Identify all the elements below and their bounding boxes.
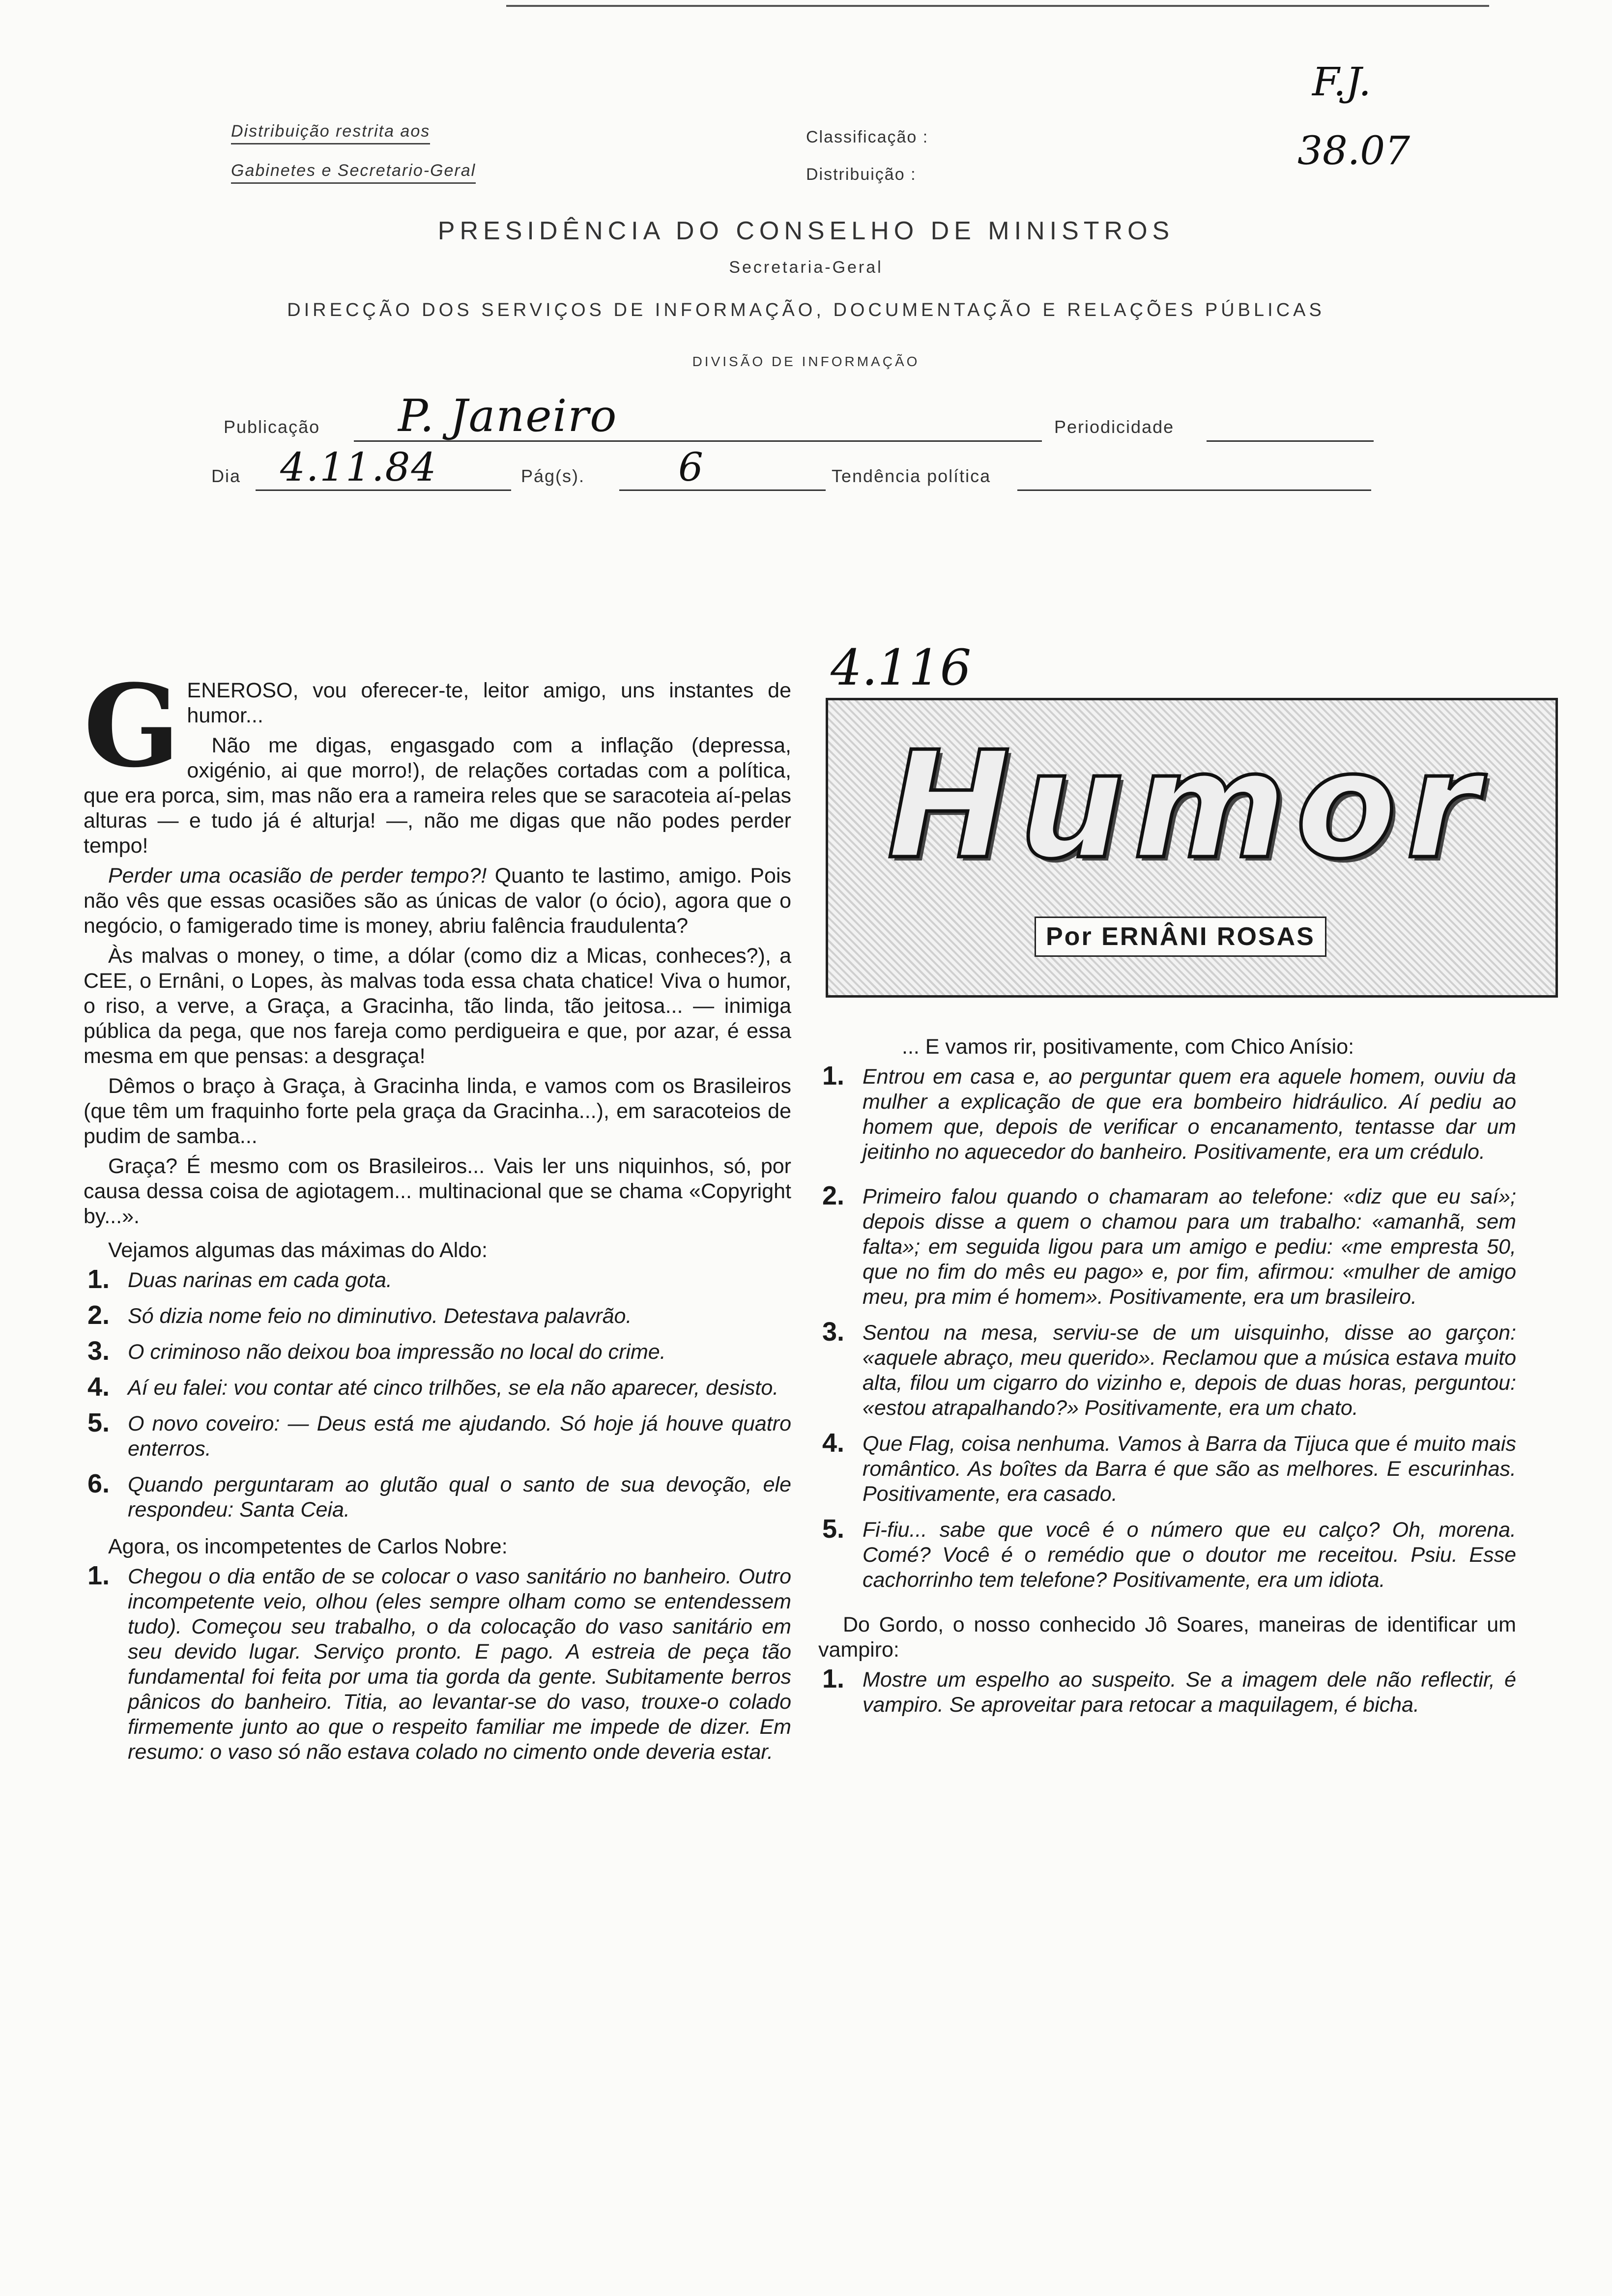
item-text: Duas narinas em cada gota.	[128, 1268, 392, 1292]
list-item	[818, 1514, 1516, 1593]
item-text: O criminoso não deixou boa impressão no local do crime.	[128, 1340, 666, 1364]
drop-cap: G	[84, 660, 180, 793]
list-item	[84, 1372, 791, 1402]
article-paragraph-2: Não me digas, engasgado com a inflação (depressa, oxigénio, ai que morro!), de relações cortadas com a política, que era porca, sim, mas não era a rameira reles que se saracoteia aí-pelas alturas — e tudo já é alturja! —, não me digas que não podes perder tempo!	[84, 734, 791, 858]
list-item	[84, 1408, 791, 1462]
pages-field	[619, 444, 826, 491]
list-item	[818, 1428, 1516, 1507]
article-paragraph-3-italic: Perder uma ocasião de perder tempo?!	[108, 864, 487, 888]
tendency-field	[1017, 462, 1371, 491]
list-item	[84, 1336, 791, 1366]
item-number: 4.	[87, 1372, 110, 1402]
item-number: 5.	[87, 1408, 110, 1437]
periodicity-field	[1207, 413, 1374, 442]
tendency-label: Tendência política	[832, 466, 991, 486]
item-number: 1.	[822, 1664, 845, 1693]
aldo-list	[84, 1264, 791, 1522]
banner-title: Humor	[887, 720, 1488, 891]
list-item	[84, 1469, 791, 1522]
day-row	[211, 442, 1371, 496]
org-title: PRESIDÊNCIA DO CONSELHO DE MINISTROS	[437, 217, 1175, 245]
list-item	[84, 1300, 791, 1330]
article-paragraph-1: ENEROSO, vou oferecer-te, leitor amigo, uns instantes de humor...	[187, 679, 791, 727]
item-number: 1.	[87, 1264, 110, 1294]
item-number: 2.	[87, 1300, 110, 1330]
item-text: Só dizia nome feio no diminutivo. Detestava palavrão.	[128, 1304, 632, 1328]
periodicity-label: Periodicidade	[1054, 417, 1175, 437]
item-number: 6.	[87, 1469, 110, 1498]
restricted-line-2: Gabinetes e Secretario-Geral	[231, 161, 476, 184]
chico-list	[818, 1061, 1516, 1593]
article-left-column	[84, 660, 791, 1777]
direction-title: DIRECÇÃO DOS SERVIÇOS DE INFORMAÇÃO, DOCUMENTAÇÃO E RELAÇÕES PÚBLICAS	[287, 300, 1325, 320]
handwritten-corner-note-1: F.J.	[1312, 59, 1371, 105]
publication-field	[354, 390, 1042, 442]
carlos-intro: Agora, os incompetentes de Carlos Nobre:	[108, 1535, 508, 1558]
publication-label: Publicação	[224, 417, 320, 437]
pages-value: 6	[678, 444, 704, 490]
publication-row	[224, 390, 1374, 447]
jo-intro: Do Gordo, o nosso conhecido Jô Soares, maneiras de identificar um vampiro:	[818, 1613, 1516, 1662]
item-text: Fi-fiu... sabe que você é o número que eu calço? Oh, morena. Comé? Você é o remédio que o doutor me receitou. Psiu. Esse cachorrinho tem telefone? Positivamente, era um idiota.	[863, 1518, 1516, 1592]
classification-label: Classificação :	[806, 128, 929, 146]
article-paragraph-3-text: Quanto te lastimo, amigo. Pois não vês que essas ocasiões são as únicas de valor (o ócio), agora que o negócio, o famigerado time is money, abriu falência fraudulenta?	[84, 864, 791, 938]
list-item	[818, 1664, 1516, 1718]
article-paragraph-3	[84, 863, 791, 939]
item-text: Que Flag, coisa nenhuma. Vamos à Barra da Tijuca que é muito mais romântico. As boîtes da Barra é que são as melhores. E escurinhas. Positivamente, era casado.	[863, 1432, 1516, 1506]
article-paragraph-6: Graça? É mesmo com os Brasileiros... Vais ler uns niquinhos, só, por causa dessa coisa de agiotagem... multinacional que se chama «Copyright by...».	[84, 1154, 791, 1228]
jo-list	[818, 1664, 1516, 1718]
item-text: Chegou o dia então de se colocar o vaso sanitário no banheiro. Outro incompetente veio, olhou (eles sempre olham como se entendessem tudo). Começou seu trabalho, o da colocação do vaso sanitário em seu devido lugar. Serviço pronto. E pago. A estreia de peça tão fundamental foi feita por uma tia gorda da gente. Subitamente berros pânicos do banheiro. Titia, ao levantar-se do vaso, trouxe-o colado firmemente junto ao que o respeito familiar me impede de dizer. Em resumo: o vaso só não estava colado no cimento onde deveria estar.	[128, 1565, 791, 1764]
list-item	[84, 1561, 791, 1765]
list-item	[818, 1317, 1516, 1421]
humor-banner	[826, 698, 1558, 998]
item-text: Sentou na mesa, serviu-se de um uisquinho, disse ao garçon: «aquele abraço, meu querido». Reclamou que a música estava muito alta, filou um cigarro do vizinho e, depois de duas horas, perguntou: «estou atrapalhando?» Positivamente, era um chato.	[863, 1321, 1516, 1420]
item-text: Mostre um espelho ao suspeito. Se a imagem dele não reflectir, é vampiro. Se aproveitar para retocar a maquilagem, é bicha.	[863, 1668, 1516, 1717]
distribution-label: Distribuição :	[806, 165, 917, 184]
chico-intro: ... E vamos rir, positivamente, com Chico Anísio:	[902, 1035, 1354, 1059]
item-number: 1.	[822, 1061, 845, 1091]
article-paragraph-5: Dêmos o braço à Graça, à Gracinha linda, e vamos com os Brasileiros (que têm um fraquinho forte pela graça da Gracinha...), em saracoteios de pudim de samba...	[84, 1074, 791, 1148]
item-text: O novo coveiro: — Deus está me ajudando. Só hoje já houve quatro enterros.	[128, 1412, 791, 1461]
day-label: Dia	[211, 466, 241, 486]
item-text: Aí eu falei: vou contar até cinco trilhões, se ela não aparecer, desisto.	[128, 1376, 779, 1400]
top-rule	[506, 5, 1489, 7]
item-number: 4.	[822, 1428, 845, 1458]
list-item	[84, 1264, 791, 1294]
publication-value: P. Janeiro	[398, 390, 618, 442]
item-text: Quando perguntaram ao glutão qual o santo de sua devoção, ele respondeu: Santa Ceia.	[128, 1473, 791, 1521]
carlos-list	[84, 1561, 791, 1765]
secretariat: Secretaria-Geral	[729, 258, 883, 277]
item-number: 3.	[822, 1317, 845, 1347]
item-number: 2.	[822, 1181, 845, 1210]
handwritten-corner-note-2: 38.07	[1297, 128, 1410, 173]
restricted-line-1: Distribuição restrita aos	[231, 122, 430, 144]
item-text: Primeiro falou quando o chamaram ao telefone: «diz que eu saí»; depois disse a quem o chamou para um trabalho: «amanhã, sem falta»; em seguida ligou para um amigo e pediu: «me empresta 50, que no fim do mês eu pago» e, por fim, afirmou: «mulher de amigo meu, pra mim é homem». Positivamente, era um brasileiro.	[863, 1185, 1516, 1309]
pages-label: Pág(s).	[521, 466, 585, 486]
article-right-column	[818, 1034, 1516, 1729]
day-field	[256, 444, 511, 491]
article-paragraph-4: Às malvas o money, o time, a dólar (como diz a Micas, conheces?), a CEE, o Ernâni, o Lopes, às malvas toda essa chata chatice! Viva o humor, o riso, a verve, a Graça, a Gracinha, tão linda, tão jeitosa... — inimiga pública da pega, que nos fareja como perdigueira e que, por azar, é essa mesma em que pensas: a desgraça!	[84, 944, 791, 1068]
list-item	[818, 1061, 1516, 1165]
division-title: DIVISÃO DE INFORMAÇÃO	[692, 354, 920, 369]
item-number: 3.	[87, 1336, 110, 1366]
aldo-intro: Vejamos algumas das máximas do Aldo:	[108, 1238, 488, 1262]
item-text: Entrou em casa e, ao perguntar quem era aquele homem, ouviu da mulher a explicação de que era bombeiro hidráulico. Aí pediu ao homem que, depois de verificar o encanamento, tentasse dar um jeitinho no aquecedor do banheiro. Positivamente, era um crédulo.	[863, 1065, 1516, 1164]
list-item	[818, 1181, 1516, 1310]
item-number: 5.	[822, 1514, 845, 1544]
banner-byline: Por ERNÂNI ROSAS	[1035, 917, 1326, 957]
item-number: 1.	[87, 1561, 110, 1590]
day-value: 4.11.84	[280, 444, 437, 490]
handwritten-reference: 4.116	[831, 639, 972, 696]
